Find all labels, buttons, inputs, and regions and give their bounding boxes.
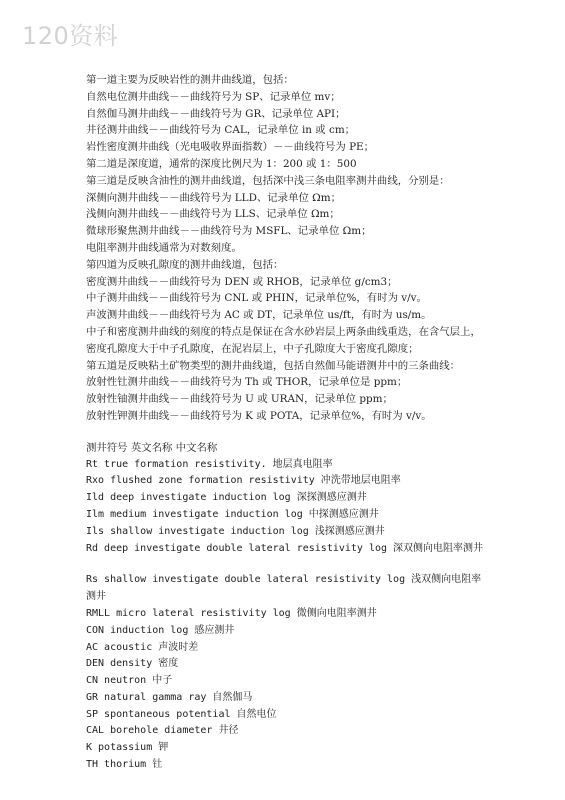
- document-body: [86, 72, 486, 774]
- list-item: CAL borehole diameter 井径: [86, 725, 239, 737]
- list-item: AC acoustic 声波时差: [86, 641, 199, 653]
- text-line: 第一道主要为反映岩性的测井曲线道，包括：: [86, 74, 294, 86]
- text-line: 井径测井曲线－－曲线符号为 CAL，记录单位 in 或 cm；: [86, 124, 356, 137]
- text-line: 密度测井曲线－－曲线符号为 DEN 或 RHOB，记录单位 g/cm3；: [86, 275, 398, 288]
- list-item: TH thorium 钍: [86, 759, 163, 771]
- text-line: 第三道是反映含油性的测井曲线道，包括深中浅三条电阻率测井曲线，分别是：: [86, 174, 450, 187]
- text-line: 浅侧向测井曲线－－曲线符号为 LLS、记录单位 Ωm；: [86, 208, 340, 221]
- list-item: CN neutron 中子: [86, 675, 173, 687]
- list-item: DEN density 密度: [86, 658, 179, 670]
- text-paragraph: 中子和密度测井曲线的刻度的特点是保证在含水砂岩层上两条曲线重迭，在含气层上，密度孔隙度大于中子孔隙度，在泥岩层上，中子孔隙度大于密度孔隙度；: [86, 325, 481, 355]
- section-curve-tracks: [86, 72, 486, 425]
- list-item: K potassium 钾: [86, 742, 169, 754]
- list-item: Rxo flushed zone formation resistivity 冲洗带地层电阻率: [86, 475, 401, 487]
- list-item: CON induction log 感应测井: [86, 624, 235, 636]
- text-line: 第二道是深度道，通常的深度比例尺为 1：200 或 1：500: [86, 157, 357, 170]
- text-line: 深侧向测井曲线－－曲线符号为 LLD、记录单位 Ωm；: [86, 191, 342, 204]
- text-line: 声波测井曲线－－曲线符号为 AC 或 DT，记录单位 us/ft，有时为 us/m。: [86, 309, 432, 322]
- list-item: Rt true formation resistivity. 地层真电阻率: [86, 458, 333, 470]
- text-line: 自然电位测井曲线－－曲线符号为 SP、记录单位 mv；: [86, 90, 341, 103]
- text-line: 微球形聚焦测井曲线－－曲线符号为 MSFL、记录单位 Ωm；: [86, 225, 372, 238]
- text-line: 放射性铀测井曲线－－曲线符号为 U 或 URAN，记录单位 ppm；: [86, 393, 393, 406]
- table-header-line: 测井符号 英文名称 中文名称: [86, 441, 218, 454]
- text-line: 自然伽马测井曲线－－曲线符号为 GR、记录单位 API；: [86, 107, 346, 120]
- text-line: 第四道为反映孔隙度的测井曲线道，包括：: [86, 258, 284, 271]
- list-item: GR natural gamma ray 自然伽马: [86, 691, 253, 703]
- list-item: Ilm medium investigate induction log 中探测感应测井: [86, 508, 379, 520]
- watermark-logo: 120资料: [22, 22, 119, 50]
- list-item: Rs shallow investigate double lateral resistivity log 浅双侧向电阻率测井: [86, 574, 482, 603]
- text-line: 岩性密度测井曲线（光电吸收界面指数）－－曲线符号为 PE；: [86, 141, 375, 154]
- text-paragraph: 第五道是反映粘土矿物类型的测井曲线道，包括自然伽马能谱测井中的三条曲线：: [86, 359, 461, 372]
- list-item: RMLL micro lateral resistivity log 微侧向电阻率测井: [86, 607, 377, 619]
- text-line: 放射性钍测井曲线－－曲线符号为 Th 或 THOR，记录单位是 ppm；: [86, 376, 408, 389]
- text-line: 放射性钾测井曲线－－曲线符号为 K 或 POTA，记录单位%，有时为 v/v。: [86, 409, 432, 422]
- text-line: 中子测井曲线－－曲线符号为 CNL 或 PHIN，记录单位%，有时为 v/v。: [86, 292, 427, 305]
- section-symbol-table: [86, 440, 486, 558]
- list-item: SP spontaneous potential 自然电位: [86, 708, 277, 720]
- text-line: 电阻率测井曲线通常为对数刻度。: [86, 241, 242, 254]
- list-item: Rd deep investigate double lateral resistivity log 深双侧向电阻率测井: [86, 542, 484, 554]
- list-item: Ild deep investigate induction log 深探测感应测井: [86, 492, 367, 504]
- section-symbol-list: [86, 572, 486, 774]
- list-item: Ils shallow investigate induction log 浅探测感应测井: [86, 525, 385, 537]
